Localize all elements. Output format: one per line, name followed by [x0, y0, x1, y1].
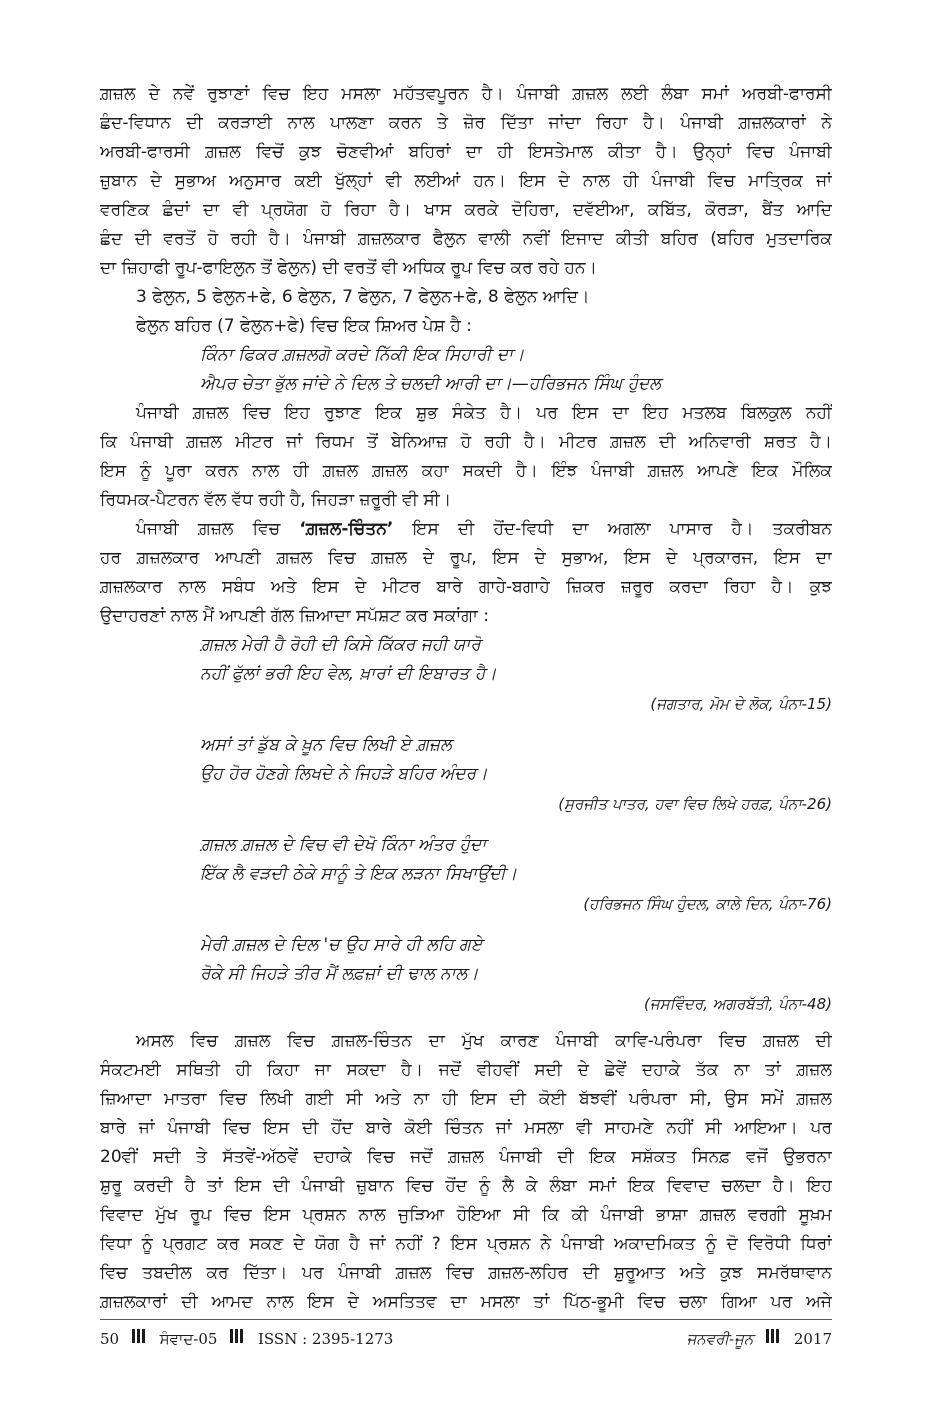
verse-line: ਰੋਕੇ ਸੀ ਜਿਹੜੇ ਤੀਰ ਮੈਂ ਲਫ਼ਜ਼ਾਂ ਦੀ ਢਾਲ ਨਾਲ। — [200, 964, 479, 984]
verse-line: ਮੇਰੀ ਗ਼ਜ਼ਲ ਦੇ ਦਿਲ 'ਚ ਉਹ ਸਾਰੇ ਹੀ ਲਹਿ ਗਏ — [200, 935, 483, 955]
text-line: ਉਦਾਹਰਣਾਂ ਨਾਲ ਮੈਂ ਆਪਣੀ ਗੱਲ ਜ਼ਿਆਦਾ ਸਪੱਸ਼ਟ ਕਰ ਸਕਾਂਗਾ : — [100, 606, 489, 626]
citation: (ਸੁਰਜੀਤ ਪਾਤਰ, ਹਵਾ ਵਿਚ ਲਿਖੇ ਹਰਫ਼, ਪੰਨਾ-26) — [558, 795, 832, 813]
text-line: ਗ਼ਜ਼ਲਕਾਰਾਂ ਦੀ ਆਮਦ ਨਾਲ ਇਸ ਦੇ ਅਸਤਿਤਵ ਦਾ ਮਸਲਾ ਤਾਂ ਪਿੱਠ-ਭੂਮੀ ਵਿਚ ਚਲਾ ਗਿਆ ਪਰ ਅਜੇ — [100, 1292, 832, 1312]
paragraph-2 — [100, 399, 832, 515]
verse-line: ਐਪਰ ਚੇਤਾ ਭੁੱਲ ਜਾਂਦੇ ਨੇ ਦਿਲ ਤੇ ਚਲਦੀ ਆਰੀ ਦਾ।—ਹਰਿਭਜਨ ਸਿੰਘ ਹੁੰਦਲ — [200, 374, 661, 394]
issue-period: ਜਨਵਰੀ-ਜੂਨ — [686, 1330, 754, 1348]
issue-year: 2017 — [793, 1330, 832, 1348]
meter-list: 3 ਫੇਲੁਨ, 5 ਫੇਲੁਨ+ਫੇ, 6 ਫੇਲੁਨ, 7 ਫੇਲੁਨ, 7 ਫੇਲੁਨ+ਫੇ, 8 ਫੇਲੁਨ ਆਦਿ। — [136, 287, 590, 307]
text-line: ਰਿਧਮਕ-ਪੈਟਰਨ ਵੱਲ ਵੱਧ ਰਹੀ ਹੈ, ਜਿਹੜਾ ਜ਼ਰੂਰੀ ਵੀ ਸੀ। — [100, 490, 452, 510]
verse-line: ਗ਼ਜ਼ਲ ਗ਼ਜ਼ਲ ਦੇ ਵਿਚ ਵੀ ਦੇਖੋ ਕਿੰਨਾ ਅੰਤਰ ਹੁੰਦਾ — [200, 835, 487, 855]
separator-bars-icon — [766, 1329, 781, 1347]
text-line — [100, 515, 832, 544]
text-line: ਛੰਦ-ਵਿਧਾਨ ਦੀ ਕਰੜਾਈ ਨਾਲ ਪਾਲਣਾ ਕਰਨ ਤੇ ਜ਼ੋਰ ਦਿੱਤਾ ਜਾਂਦਾ ਰਿਹਾ ਹੈ। ਪੰਜਾਬੀ ਗ਼ਜ਼ਲਕਾਰਾਂ ਨੇ — [100, 113, 832, 133]
text-line: ਬਾਰੇ ਜਾਂ ਪੰਜਾਬੀ ਵਿਚ ਇਸ ਦੀ ਹੋਂਦ ਬਾਰੇ ਕੋਈ ਚਿੰਤਨ ਜਾਂ ਮਸਲਾ ਵੀ ਸਾਹਮਣੇ ਨਹੀਂ ਸੀ ਆਇਆ। ਪਰ — [100, 1118, 832, 1138]
text-line: ਸ਼ੁਰੂ ਕਰਦੀ ਹੈ ਤਾਂ ਇਸ ਦੀ ਪੰਜਾਬੀ ਜ਼ੁਬਾਨ ਵਿਚ ਹੋਂਦ ਨੂੰ ਲੈ ਕੇ ਲੰਬਾ ਸਮਾਂ ਇਕ ਵਿਵਾਦ ਚਲਦਾ ਹੈ। ਇਹ — [100, 1176, 832, 1196]
quote-block — [100, 631, 832, 1019]
text-line: ਹਰ ਗ਼ਜ਼ਲਕਾਰ ਆਪਣੀ ਗ਼ਜ਼ਲ ਵਿਚ ਗ਼ਜ਼ਲ ਦੇ ਰੂਪ, ਇਸ ਦੇ ਸੁਭਾਅ, ਇਸ ਦੇ ਪ੍ਰਕਾਰਜ, ਇਸ ਦਾ — [100, 548, 832, 568]
page-number: 50 — [100, 1330, 120, 1348]
shiar-example — [100, 341, 832, 399]
text-line: ਦਾ ਜ਼ਿਹਾਫੀ ਰੂਪ-ਫਾਇਲੁਨ ਤੋਂ ਫੇਲੁਨ) ਦੀ ਵਰਤੋਂ ਵੀ ਅਧਿਕ ਰੂਪ ਵਿਚ ਕਰ ਰਹੇ ਹਨ। — [100, 258, 597, 278]
text-line: ਵਰਣਿਕ ਛੰਦਾਂ ਦਾ ਵੀ ਪ੍ਰਯੋਗ ਹੋ ਰਿਹਾ ਹੈ। ਖਾਸ ਕਰਕੇ ਦੋਹਿਰਾ, ਦਵੱਈਆ, ਕਬਿੱਤ, ਕੋਰੜਾ, ਬੈਂਤ ਆਦਿ — [100, 200, 832, 220]
text-line: ਜ਼ੁਬਾਨ ਦੇ ਸੁਭਾਅ ਅਨੁਸਾਰ ਕਈ ਖੁੱਲ੍ਹਾਂ ਵੀ ਲਈਆਂ ਹਨ। ਇਸ ਦੇ ਨਾਲ ਹੀ ਪੰਜਾਬੀ ਵਿਚ ਮਾਤ੍ਰਿਕ ਜਾਂ — [100, 171, 832, 191]
text-line: ਗ਼ਜ਼ਲ ਦੇ ਨਵੇਂ ਰੁਝਾਣਾਂ ਵਿਚ ਇਹ ਮਸਲਾ ਮਹੱਤਵਪੂਰਨ ਹੈ। ਪੰਜਾਬੀ ਗ਼ਜ਼ਲ ਲਈ ਲੰਬਾ ਸਮਾਂ ਅਰਬੀ-ਫਾਰਸੀ — [100, 84, 832, 104]
text-line: ਗ਼ਜ਼ਲਕਾਰ ਨਾਲ ਸਬੰਧ ਅਤੇ ਇਸ ਦੇ ਮੀਟਰ ਬਾਰੇ ਗਾਹੇ-ਬਗਾਹੇ ਜ਼ਿਕਰ ਜ਼ਰੂਰ ਕਰਦਾ ਰਿਹਾ ਹੈ। ਕੁਝ — [100, 577, 832, 597]
footer-left — [100, 1330, 393, 1349]
text-line: ਛੰਦ ਦੀ ਵਰਤੋਂ ਹੋ ਰਹੀ ਹੈ। ਪੰਜਾਬੀ ਗ਼ਜ਼ਲਕਾਰ ਫੈਲੁਨ ਵਾਲੀ ਨਵੀਂ ਇਜਾਦ ਕੀਤੀ ਬਹਿਰ (ਬਹਿਰ ਮੁਤਦਾਰਿਕ — [100, 229, 832, 249]
text-line: 20ਵੀਂ ਸਦੀ ਤੇ ਸੱਤਵੇਂ-ਅੱਠਵੇਂ ਦਹਾਕੇ ਵਿਚ ਜਦੋਂ ਗ਼ਜ਼ਲ ਪੰਜਾਬੀ ਦੀ ਇਕ ਸਸ਼ੱਕਤ ਸਿਨਫ਼ ਵਜੋਂ ਉਭਰਨਾ — [100, 1147, 832, 1167]
verse-line: ਗ਼ਜ਼ਲ ਮੇਰੀ ਹੈ ਰੋਹੀ ਦੀ ਕਿਸੇ ਕਿੱਕਰ ਜਹੀ ਯਾਰੋ — [200, 635, 481, 655]
text-run: ਪੰਜਾਬੀ ਗ਼ਜ਼ਲ ਵਿਚ — [136, 519, 300, 539]
text-line: ਇਸ ਨੂੰ ਪੂਰਾ ਕਰਨ ਨਾਲ ਹੀ ਗ਼ਜ਼ਲ ਗ਼ਜ਼ਲ ਕਹਾ ਸਕਦੀ ਹੈ। ਇੰਝ ਪੰਜਾਬੀ ਗ਼ਜ਼ਲ ਆਪਣੇ ਇਕ ਮੌਲਿਕ — [100, 461, 832, 481]
separator-bars-icon — [132, 1329, 147, 1347]
page-body — [100, 80, 832, 1317]
example-intro: ਫੇਲੁਨ ਬਹਿਰ (7 ਫੇਲੁਨ+ਫੇ) ਵਿਚ ਇਕ ਸ਼ਿਅਰ ਪੇਸ਼ ਹੈ : — [136, 316, 472, 336]
verse-line: ਕਿੰਨਾ ਫਿਕਰ ਗ਼ਜ਼ਲਗੋ ਕਰਦੇ ਨਿੱਕੀ ਇਕ ਸਿਹਾਰੀ ਦਾ। — [200, 345, 525, 365]
journal-name: ਸੰਵਾਦ-05 — [159, 1330, 218, 1348]
footer-right — [687, 1330, 832, 1349]
verse-line: ਨਹੀਂ ਫੁੱਲਾਂ ਭਰੀ ਇਹ ਵੇਲ, ਖ਼ਾਰਾਂ ਦੀ ਇਬਾਰਤ ਹੈ। — [200, 664, 497, 684]
verse-line: ਇੱਕ ਲੈ ਵੜਦੀ ਠੇਕੇ ਸਾਨੂੰ ਤੇ ਇਕ ਲੜਨਾ ਸਿਖਾਉਂਦੀ। — [200, 864, 518, 884]
paragraph-3 — [100, 515, 832, 631]
text-run: ਇਸ ਦੀ ਹੋਂਦ-ਵਿਧੀ ਦਾ ਅਗਲਾ ਪਾਸਾਰ ਹੈ। ਤਕਰੀਬਨ — [393, 519, 832, 539]
text-line: ਅਰਬੀ-ਫਾਰਸੀ ਗ਼ਜ਼ਲ ਵਿਚੋਂ ਕੁਝ ਚੋਣਵੀਆਂ ਬਹਿਰਾਂ ਦਾ ਹੀ ਇਸਤੇਮਾਲ ਕੀਤਾ ਹੈ। ਉਨ੍ਹਾਂ ਵਿਚ ਪੰਜਾਬੀ — [100, 142, 832, 162]
bold-term: ‘ਗ਼ਜ਼ਲ-ਚਿੰਤਨ’ — [299, 519, 394, 539]
text-line: ਅਸਲ ਵਿਚ ਗ਼ਜ਼ਲ ਵਿਚ ਗ਼ਜ਼ਲ-ਚਿੰਤਨ ਦਾ ਮੁੱਖ ਕਾਰਣ ਪੰਜਾਬੀ ਕਾਵਿ-ਪਰੰਪਰਾ ਵਿਚ ਗ਼ਜ਼ਲ ਦੀ — [136, 1031, 832, 1051]
text-line: ਕਿ ਪੰਜਾਬੀ ਗ਼ਜ਼ਲ ਮੀਟਰ ਜਾਂ ਰਿਧਮ ਤੋਂ ਬੇਨਿਆਜ਼ ਹੋ ਰਹੀ ਹੈ। ਮੀਟਰ ਗ਼ਜ਼ਲ ਦੀ ਅਨਿਵਾਰੀ ਸ਼ਰਤ ਹੈ। — [100, 432, 832, 452]
text-line: ਪੰਜਾਬੀ ਗ਼ਜ਼ਲ ਵਿਚ ਇਹ ਰੁਝਾਣ ਇਕ ਸ਼ੁਭ ਸੰਕੇਤ ਹੈ। ਪਰ ਇਸ ਦਾ ਇਹ ਮਤਲਬ ਬਿਲਕੁਲ ਨਹੀਂ — [136, 403, 832, 423]
citation: (ਹਰਿਭਜਨ ਸਿੰਘ ਹੁੰਦਲ, ਕਾਲੇ ਦਿਨ, ਪੰਨਾ-76) — [583, 895, 832, 913]
issn: ISSN : 2395-1273 — [257, 1330, 394, 1348]
text-line: ਸੰਕਟਮਈ ਸਥਿਤੀ ਹੀ ਕਿਹਾ ਜਾ ਸਕਦਾ ਹੈ। ਜਦੋਂ ਵੀਹਵੀਂ ਸਦੀ ਦੇ ਛੇਵੇਂ ਦਹਾਕੇ ਤੱਕ ਨਾ ਤਾਂ ਗ਼ਜ਼ਲ — [100, 1060, 832, 1080]
text-line: ਵਿਵਾਦ ਮੁੱਖ ਰੂਪ ਵਿਚ ਇਸ ਪ੍ਰਸ਼ਨ ਨਾਲ ਜੁੜਿਆ ਹੋਇਆ ਸੀ ਕਿ ਕੀ ਪੰਜਾਬੀ ਭਾਸ਼ਾ ਗ਼ਜ਼ਲ ਵਰਗੀ ਸੂਖ਼ਮ — [100, 1205, 832, 1225]
paragraph-4 — [100, 1027, 832, 1317]
citation: (ਜਗਤਾਰ, ਮੋਮ ਦੇ ਲੋਕ, ਪੰਨਾ-15) — [650, 695, 832, 713]
text-line: ਵਿਚ ਤਬਦੀਲ ਕਰ ਦਿੱਤਾ। ਪਰ ਪੰਜਾਬੀ ਗ਼ਜ਼ਲ ਵਿਚ ਗ਼ਜ਼ਲ-ਲਹਿਰ ਦੀ ਸ਼ੁਰੂਆਤ ਅਤੇ ਕੁਝ ਸਮਰੱਥਾਵਾਨ — [100, 1263, 832, 1283]
citation: (ਜਸਵਿੰਦਰ, ਅਗਰਬੱਤੀ, ਪੰਨਾ-48) — [644, 995, 832, 1013]
paragraph-1 — [100, 80, 832, 283]
page-footer — [100, 1319, 832, 1360]
separator-bars-icon — [230, 1329, 245, 1347]
text-line: ਜ਼ਿਆਦਾ ਮਾਤਰਾ ਵਿਚ ਲਿਖੀ ਗਈ ਸੀ ਅਤੇ ਨਾ ਹੀ ਇਸ ਦੀ ਕੋਈ ਬੱਝਵੀਂ ਪਰੰਪਰਾ ਸੀ, ਉਸ ਸਮੇਂ ਗ਼ਜ਼ਲ — [100, 1089, 832, 1109]
text-line: ਵਿਧਾ ਨੂੰ ਪ੍ਰਗਟ ਕਰ ਸਕਣ ਦੇ ਯੋਗ ਹੈ ਜਾਂ ਨਹੀਂ ? ਇਸ ਪ੍ਰਸ਼ਨ ਨੇ ਪੰਜਾਬੀ ਅਕਾਦਮਿਕਤ ਨੂੰ ਦੋ ਵਿਰੋਧੀ ਧਿਰਾਂ — [100, 1234, 832, 1254]
verse-line: ਉਹ ਹੋਰ ਹੋਣਗੇ ਲਿਖਦੇ ਨੇ ਜਿਹੜੇ ਬਹਿਰ ਅੰਦਰ। — [200, 764, 488, 784]
verse-line: ਅਸਾਂ ਤਾਂ ਡੁੱਬ ਕੇ ਖ਼ੂਨ ਵਿਚ ਲਿਖੀ ਏ ਗ਼ਜ਼ਲ — [200, 735, 452, 755]
